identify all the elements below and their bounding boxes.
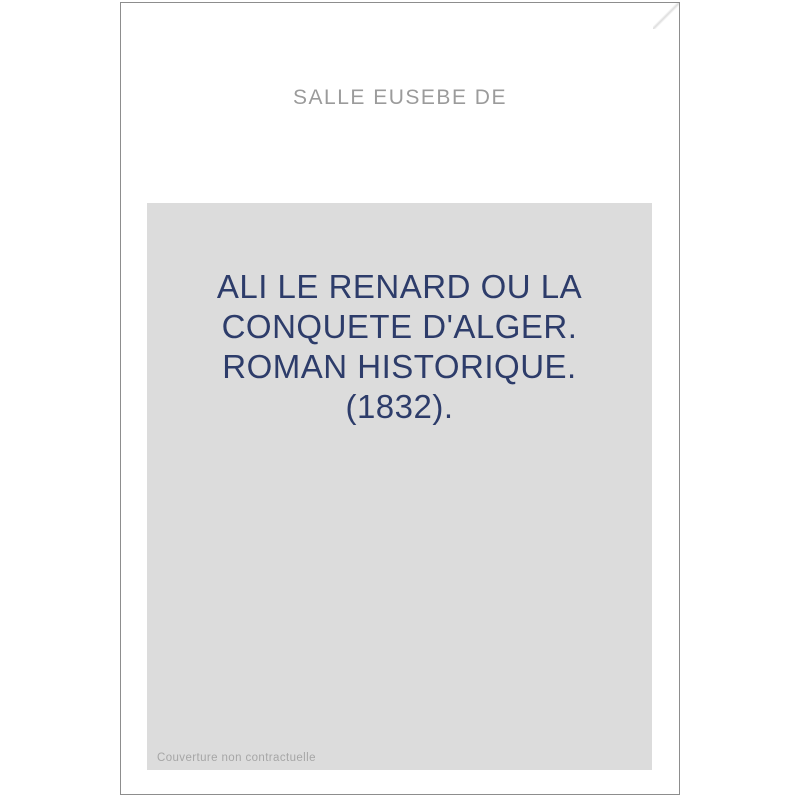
book-title-line: (1832). bbox=[345, 388, 454, 425]
book-title-line: ALI LE RENARD OU LA bbox=[216, 268, 583, 305]
book-cover-page bbox=[120, 2, 680, 795]
cover-disclaimer: Couverture non contractuelle bbox=[157, 752, 316, 764]
author-name: SALLE EUSEBE DE bbox=[293, 86, 507, 109]
page-corner-fold bbox=[653, 3, 679, 29]
book-title-line: ROMAN HISTORIQUE. bbox=[222, 348, 577, 385]
cover-placeholder bbox=[147, 203, 652, 770]
book-title-line: CONQUETE D'ALGER. bbox=[221, 308, 578, 345]
book-title bbox=[147, 267, 652, 427]
